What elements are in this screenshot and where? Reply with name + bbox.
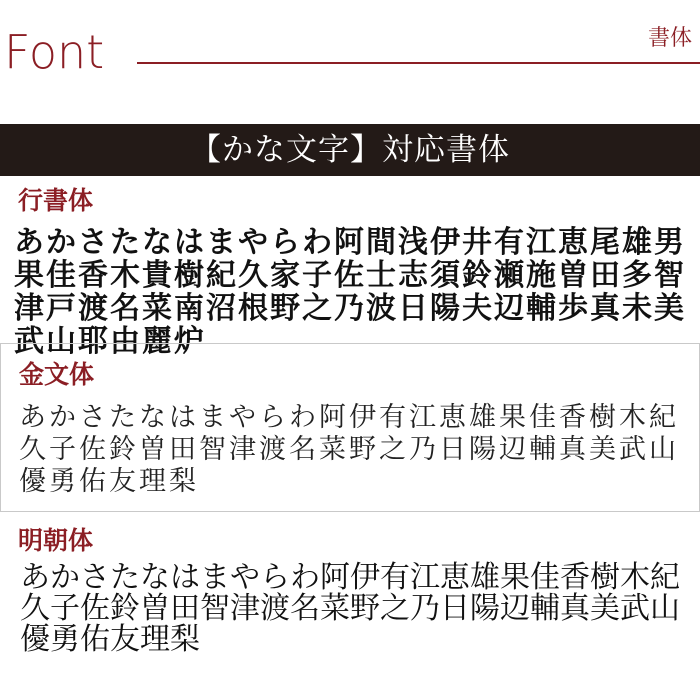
font-section-gyosho [0, 176, 700, 359]
font-section-title: 明朝体 [18, 526, 94, 555]
font-sample-text: あかさたなはまやらわ阿間浅伊井有江恵尾雄男果佳香木貴樹紀久家子佐士志須鈴瀬施曽田多智津戸渡名菜南沼根野之乃波日陽夫辺輔歩真未美武山耶由麗炉 [14, 225, 686, 359]
page-header [0, 0, 700, 90]
header-divider [137, 62, 700, 64]
font-sample-text: あかさたなはまやらわ阿伊有江恵雄果佳香樹木紀久子佐鈴曽田智津渡名菜野之乃日陽辺輔真美武山優勇佑友理梨 [20, 560, 680, 657]
font-section-kinbun [0, 343, 700, 512]
font-sample-text: あかさたなはまやらわ阿伊有江恵雄果佳香樹木紀久子佐鈴曽田智津渡名菜野之乃日陽辺輔真美武山優勇佑友理梨 [19, 402, 679, 497]
font-section-title: 行書体 [18, 186, 94, 215]
section-banner [0, 124, 700, 176]
header-category-label: 書体 [647, 26, 692, 51]
font-section-title: 金文体 [19, 360, 95, 389]
font-section-mincho [0, 512, 700, 700]
banner-heading: 【かな文字】対応書体 [190, 132, 510, 168]
page-title: Font [4, 25, 105, 79]
